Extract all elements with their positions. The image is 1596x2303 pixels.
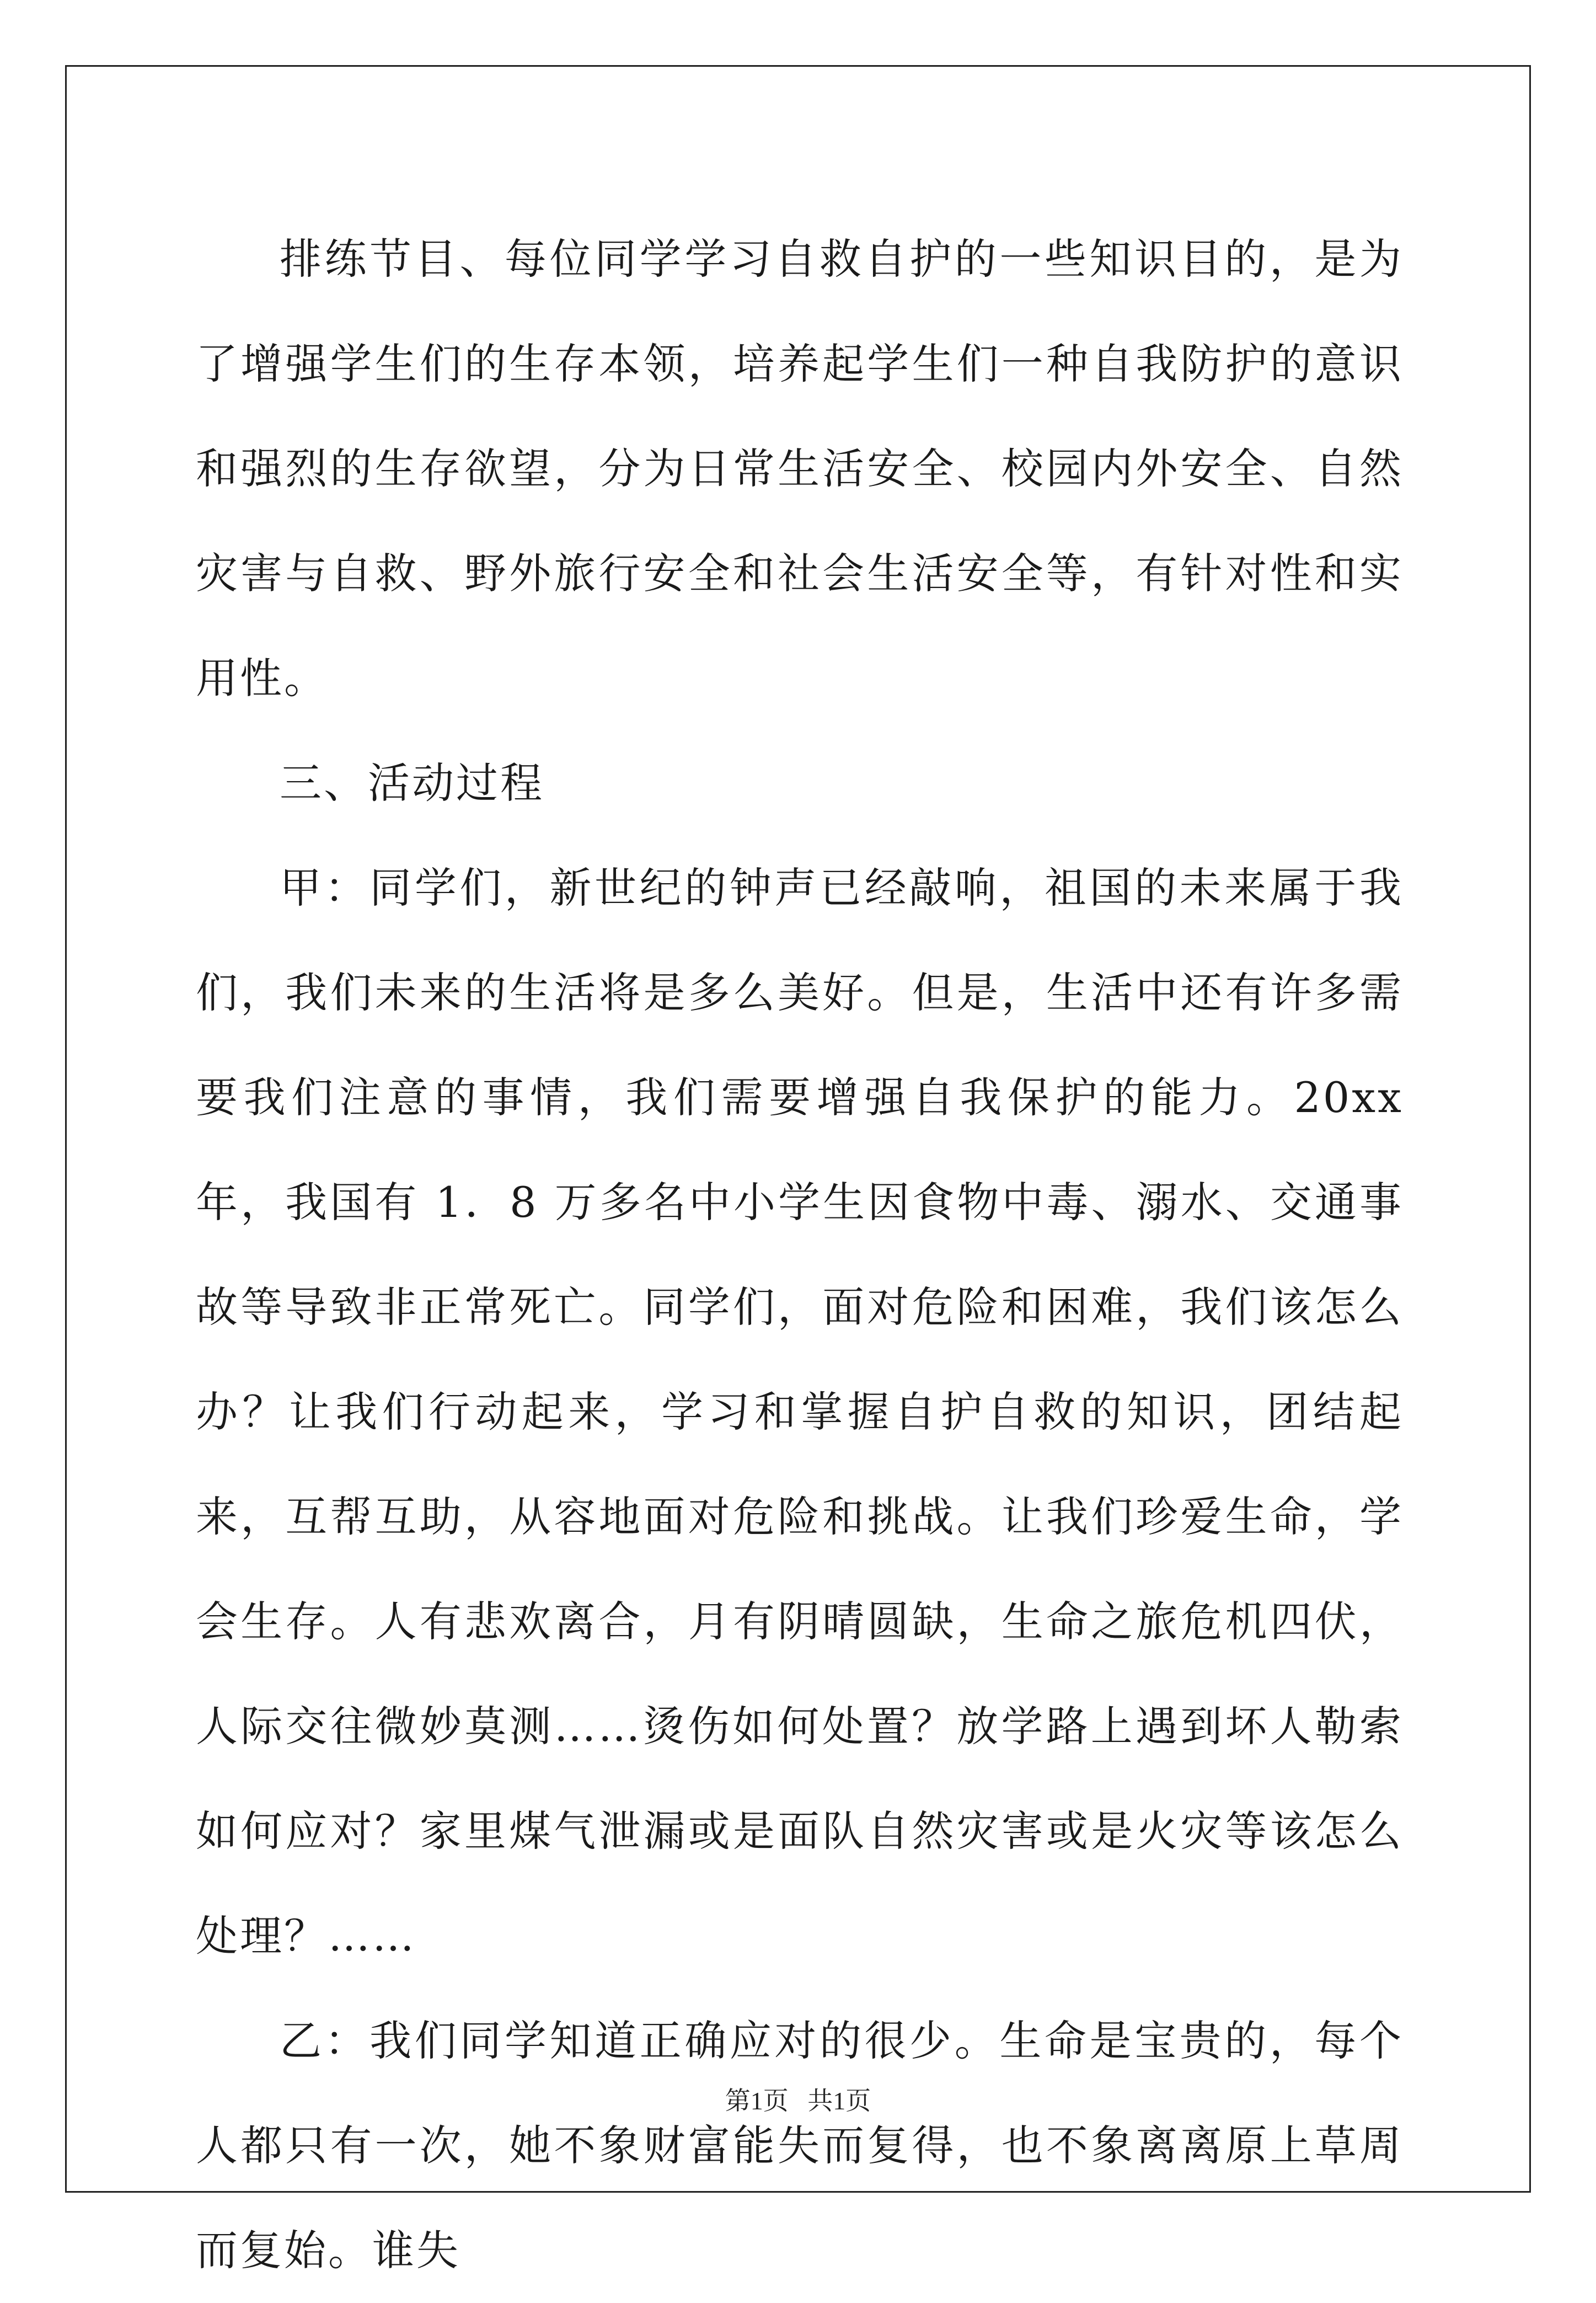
paragraph-speaker-yi: 乙：我们同学知道正确应对的很少。生命是宝贵的，每个人都只有一次，她不象财富能失而复得，也不象离离原上草周而复始。谁失	[196, 2016, 1404, 2275]
document-body	[196, 207, 1404, 2303]
section-heading-activity-process: 三、活动过程	[280, 758, 544, 808]
page-number-footer: 第1页 共1页	[725, 2087, 871, 2115]
paragraph-purpose: 排练节目、每位同学学习自救自护的一些知识目的，是为了增强学生们的生存本领，培养起学生们一种自我防护的意识和强烈的生存欲望，分为日常生活安全、校园内外安全、自然灾害与自救、野外旅行安全和社会生活安全等，有针对性和实用性。	[196, 234, 1404, 703]
paragraph-speaker-jia: 甲：同学们，新世纪的钟声已经敲响，祖国的未来属于我们，我们未来的生活将是多么美好。但是，生活中还有许多需要我们注意的事情，我们需要增强自我保护的能力。20xx 年，我国有 1．8 万多名中小学生因食物中毒、溺水、交通事故等导致非正常死亡。同学们，面对危险和困难，我们该怎么办？让我们行动起来，学习和掌握自护自救的知识，团结起来，互帮互助，从容地面对危险和挑战。让我们珍爱生命，学会生存。人有悲欢离合，月有阴晴圆缺，生命之旅危机四伏，人际交往微妙莫测……烫伤如何处置？放学路上遇到坏人勒索如何应对？家里煤气泄漏或是面队自然灾害或是火灾等该怎么处理？……	[196, 863, 1404, 1960]
